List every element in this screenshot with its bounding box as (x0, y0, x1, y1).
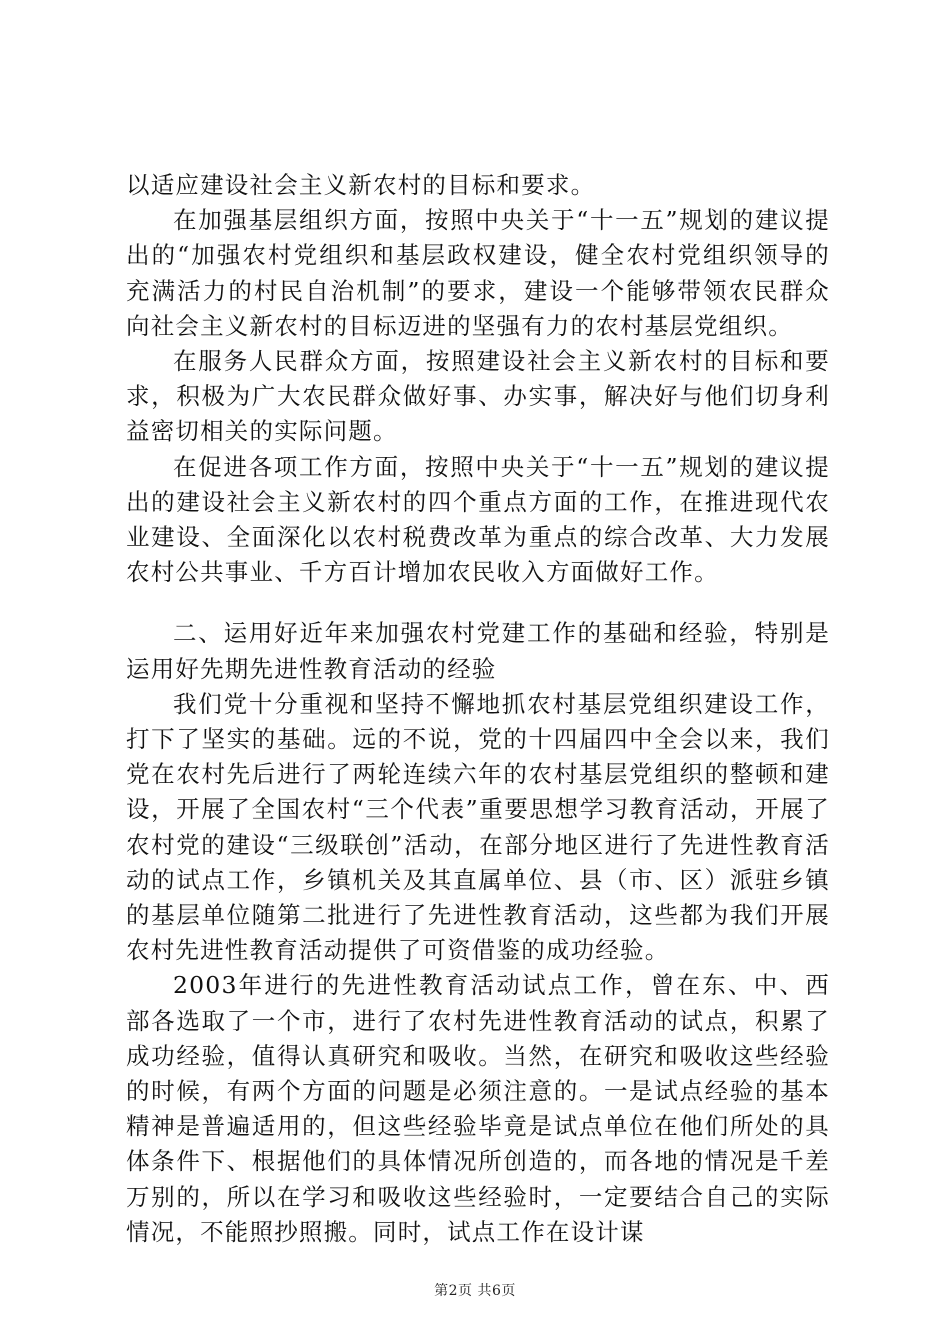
paragraph-grassroots-organization: 在加强基层组织方面，按照中央关于“十一五”规划的建议提出的“加强农村党组织和基层政权建设，健全农村党组织领导的充满活力的村民自治机制”的要求，建设一个能够带领农民群众向社会主义新农村的目标迈进的坚强有力的农村基层党组织。 (126, 206, 830, 340)
section-heading-2: 二、运用好近年来加强农村党建工作的基础和经验，特别是运用好先期先进性教育活动的经验 (126, 619, 830, 683)
paragraph-pilot-experience: 2003年进行的先进性教育活动试点工作，曾在东、中、西部各选取了一个市，进行了农村先进性教育活动的试点，积累了成功经验，值得认真研究和吸收。当然，在研究和吸收这些经验的时候，有两个方面的问题是必须注意的。一是试点经验的基本精神是普遍适用的，但这些经验毕竟是试点单位在他们所处的具体条件下、根据他们的具体情况所创造的，而各地的情况是千差万别的，所以在学习和吸收这些经验时，一定要结合自己的实际情况，不能照抄照搬。同时，试点工作在设计谋 (126, 971, 830, 1246)
document-body (126, 168, 830, 1250)
paragraph-continuation: 以适应建设社会主义新农村的目标和要求。 (126, 171, 596, 199)
page-number-footer: 第2页 共6页 (434, 1283, 516, 1299)
paragraph-party-building-foundation: 我们党十分重视和坚持不懈地抓农村基层党组织建设工作，打下了坚实的基础。远的不说，党的十四届四中全会以来，我们党在农村先后进行了两轮连续六年的农村基层党组织的整顿和建设，开展了全国农村“三个代表”重要思想学习教育活动，开展了农村党的建设“三级联创”活动，在部分地区进行了先进性教育活动的试点工作，乡镇机关及其直属单位、县（市、区）派驻乡镇的基层单位随第二批进行了先进性教育活动，这些都为我们开展农村先进性教育活动提供了可资借鉴的成功经验。 (126, 689, 830, 965)
paragraph-serving-people: 在服务人民群众方面，按照建设社会主义新农村的目标和要求，积极为广大农民群众做好事、办实事，解决好与他们切身利益密切相关的实际问题。 (126, 347, 830, 446)
paragraph-promoting-work: 在促进各项工作方面，按照中央关于“十一五”规划的建议提出的建设社会主义新农村的四个重点方面的工作，在推进现代农业建设、全面深化以农村税费改革为重点的综合改革、大力发展农村公共事业、千方百计增加农民收入方面做好工作。 (126, 452, 830, 587)
